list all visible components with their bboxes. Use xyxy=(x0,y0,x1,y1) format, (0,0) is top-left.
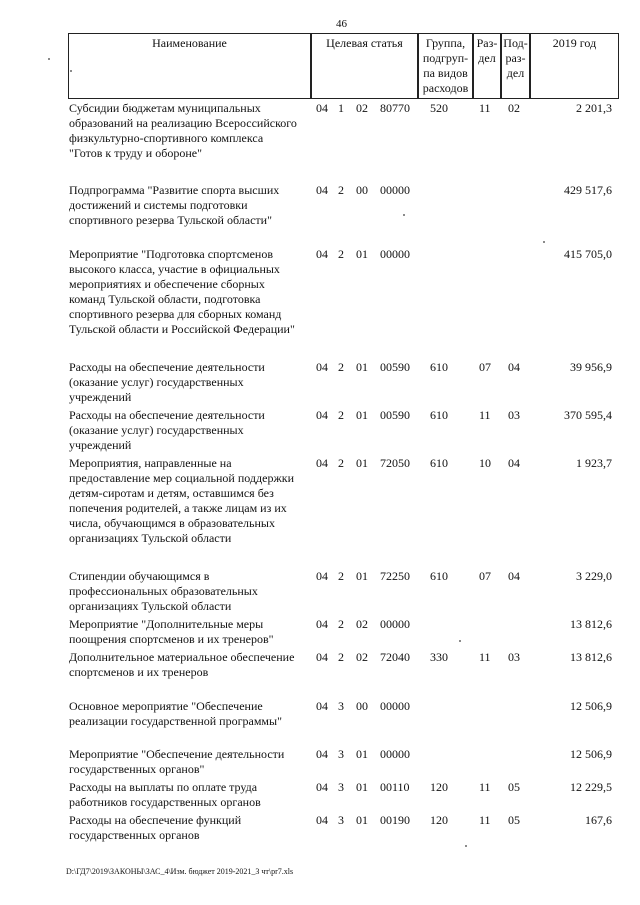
target-program-code: 04 xyxy=(316,747,328,761)
target-event-code: 01 xyxy=(356,747,368,761)
header-group-line: расходов xyxy=(422,81,469,95)
row-name-line: спортсменов и их тренеров xyxy=(69,665,209,679)
target-program-code: 04 xyxy=(316,780,328,794)
header-podrazdel-line: дел xyxy=(506,66,525,80)
target-program-code: 04 xyxy=(316,813,328,827)
header-razdel-line: дел xyxy=(478,51,496,65)
target-event-code: 00 xyxy=(356,183,368,197)
scan-speck xyxy=(403,214,405,216)
razdel-code: 11 xyxy=(479,780,491,794)
row-name-line: "Готов к труду и обороне" xyxy=(69,146,202,160)
row-name xyxy=(69,813,315,843)
row-name-line: Расходы на обеспечение функций xyxy=(69,813,242,827)
row-name-line: профессиональных образовательных xyxy=(69,584,258,598)
target-subprogram-code: 2 xyxy=(338,183,344,197)
amount-2019: 370 595,4 xyxy=(564,408,612,422)
target-event-code: 01 xyxy=(356,408,368,422)
target-subprogram-code: 2 xyxy=(338,650,344,664)
target-event-code: 01 xyxy=(356,780,368,794)
expense-group-code: 610 xyxy=(430,456,448,470)
amount-2019: 12 506,9 xyxy=(570,747,612,761)
row-name xyxy=(69,617,315,647)
row-name xyxy=(69,247,315,337)
amount-2019: 167,6 xyxy=(585,813,612,827)
target-direction-code: 72050 xyxy=(380,456,410,470)
header-name-label: Наименование xyxy=(152,36,227,50)
podrazdel-code: 03 xyxy=(508,650,520,664)
row-name-line: (оказание услуг) государственных xyxy=(69,375,244,389)
razdel-code: 10 xyxy=(479,456,491,470)
row-name-line: Тульской области и Российской Федерации" xyxy=(69,322,295,336)
row-name-line: спортивного резерва Тульской области" xyxy=(69,213,272,227)
razdel-code: 11 xyxy=(479,650,491,664)
target-direction-code: 00000 xyxy=(380,617,410,631)
target-event-code: 02 xyxy=(356,617,368,631)
row-name-line: попечения родителей, а также лицам из их xyxy=(69,501,287,515)
header-group xyxy=(418,33,473,99)
target-event-code: 01 xyxy=(356,813,368,827)
header-group-line: Группа, xyxy=(425,36,466,50)
header-podrazdel xyxy=(501,33,530,99)
target-program-code: 04 xyxy=(316,569,328,583)
target-direction-code: 00000 xyxy=(380,699,410,713)
row-name-line: мероприятиях и обеспечение сборных xyxy=(69,277,265,291)
target-program-code: 04 xyxy=(316,650,328,664)
row-name-line: учреждений xyxy=(69,390,132,404)
row-name xyxy=(69,456,315,546)
row-name xyxy=(69,408,315,453)
row-name-line: спортивного резерва для сборных команд xyxy=(69,307,282,321)
target-direction-code: 00000 xyxy=(380,247,410,261)
row-name xyxy=(69,101,315,161)
row-name xyxy=(69,569,315,614)
target-direction-code: 80770 xyxy=(380,101,410,115)
target-subprogram-code: 3 xyxy=(338,813,344,827)
row-name-line: Подпрограмма "Развитие спорта высших xyxy=(69,183,280,197)
expense-group-code: 120 xyxy=(430,780,448,794)
row-name xyxy=(69,747,315,777)
scan-speck xyxy=(459,640,461,642)
target-event-code: 01 xyxy=(356,456,368,470)
header-year-label: 2019 год xyxy=(552,36,597,50)
podrazdel-code: 05 xyxy=(508,780,520,794)
target-direction-code: 00190 xyxy=(380,813,410,827)
row-name-line: Расходы на выплаты по оплате труда xyxy=(69,780,258,794)
row-name-line: Расходы на обеспечение деятельности xyxy=(69,408,265,422)
podrazdel-code: 02 xyxy=(508,101,520,115)
amount-2019: 12 506,9 xyxy=(570,699,612,713)
expense-group-code: 610 xyxy=(430,408,448,422)
header-group-line: подгруп- xyxy=(422,51,469,65)
row-name-line: Мероприятие "Дополнительные меры xyxy=(69,617,264,631)
header-target-label: Целевая статья xyxy=(326,36,403,50)
amount-2019: 39 956,9 xyxy=(570,360,612,374)
row-name-line: реализации государственной программы" xyxy=(69,714,282,728)
row-name-line: предоставление мер социальной поддержки xyxy=(69,471,295,485)
razdel-code: 07 xyxy=(479,360,491,374)
header-razdel-line: Раз- xyxy=(476,36,498,50)
row-name-line: Дополнительное материальное обеспечение xyxy=(69,650,295,664)
target-subprogram-code: 1 xyxy=(338,101,344,115)
amount-2019: 3 229,0 xyxy=(576,569,612,583)
row-name-line: организациях Тульской области xyxy=(69,531,232,545)
scan-speck xyxy=(465,845,467,847)
target-program-code: 04 xyxy=(316,408,328,422)
target-event-code: 00 xyxy=(356,699,368,713)
row-name xyxy=(69,699,315,729)
row-name xyxy=(69,650,315,680)
target-program-code: 04 xyxy=(316,183,328,197)
amount-2019: 12 229,5 xyxy=(570,780,612,794)
podrazdel-code: 04 xyxy=(508,569,520,583)
row-name-line: Мероприятие "Обеспечение деятельности xyxy=(69,747,285,761)
target-direction-code: 72040 xyxy=(380,650,410,664)
target-subprogram-code: 3 xyxy=(338,747,344,761)
target-program-code: 04 xyxy=(316,617,328,631)
expense-group-code: 520 xyxy=(430,101,448,115)
row-name-line: детям-сиротам и детям, оставшимся без xyxy=(69,486,274,500)
row-name-line: высокого класса, участие в официальных xyxy=(69,262,280,276)
expense-group-code: 610 xyxy=(430,569,448,583)
target-direction-code: 00000 xyxy=(380,183,410,197)
header-podrazdel-line: раз- xyxy=(505,51,526,65)
header-year xyxy=(530,33,619,99)
row-name-line: Мероприятие "Подготовка спортсменов xyxy=(69,247,274,261)
file-path-footer: D:\ГД7\2019\ЗАКОНЫ\ЗАС_4\Изм. бюджет 2019-2021_3 чт\pr7.xls xyxy=(66,867,294,876)
podrazdel-code: 03 xyxy=(508,408,520,422)
row-name-line: Стипендии обучающимся в xyxy=(69,569,210,583)
target-subprogram-code: 3 xyxy=(338,699,344,713)
target-subprogram-code: 2 xyxy=(338,408,344,422)
target-event-code: 01 xyxy=(356,569,368,583)
scan-speck xyxy=(48,58,50,60)
podrazdel-code: 05 xyxy=(508,813,520,827)
target-program-code: 04 xyxy=(316,456,328,470)
header-podrazdel-line: Под- xyxy=(503,36,528,50)
target-direction-code: 00590 xyxy=(380,360,410,374)
header-name xyxy=(68,33,311,99)
page-number: 46 xyxy=(336,18,347,30)
row-name-line: достижений и системы подготовки xyxy=(69,198,248,212)
expense-group-code: 330 xyxy=(430,650,448,664)
target-program-code: 04 xyxy=(316,360,328,374)
row-name-line: поощрения спортсменов и их тренеров" xyxy=(69,632,274,646)
target-program-code: 04 xyxy=(316,101,328,115)
expense-group-code: 120 xyxy=(430,813,448,827)
amount-2019: 415 705,0 xyxy=(564,247,612,261)
row-name-line: Основное мероприятие "Обеспечение xyxy=(69,699,263,713)
razdel-code: 11 xyxy=(479,101,491,115)
header-group-line: па видов xyxy=(423,66,468,80)
podrazdel-code: 04 xyxy=(508,456,520,470)
target-direction-code: 72250 xyxy=(380,569,410,583)
target-program-code: 04 xyxy=(316,247,328,261)
razdel-code: 07 xyxy=(479,569,491,583)
razdel-code: 11 xyxy=(479,408,491,422)
target-direction-code: 00590 xyxy=(380,408,410,422)
row-name-line: государственных органов xyxy=(69,828,200,842)
amount-2019: 2 201,3 xyxy=(576,101,612,115)
target-program-code: 04 xyxy=(316,699,328,713)
row-name-line: (оказание услуг) государственных xyxy=(69,423,244,437)
target-subprogram-code: 3 xyxy=(338,780,344,794)
row-name xyxy=(69,183,315,228)
target-event-code: 02 xyxy=(356,650,368,664)
row-name-line: Мероприятия, направленные на xyxy=(69,456,232,470)
amount-2019: 429 517,6 xyxy=(564,183,612,197)
scan-speck xyxy=(70,70,72,72)
row-name-line: работников государственных органов xyxy=(69,795,261,809)
row-name-line: команд Тульской области, подготовка xyxy=(69,292,261,306)
row-name-line: организациях Тульской области xyxy=(69,599,232,613)
header-razdel xyxy=(473,33,501,99)
amount-2019: 13 812,6 xyxy=(570,617,612,631)
row-name-line: числа, обучающимся в образовательных xyxy=(69,516,275,530)
amount-2019: 13 812,6 xyxy=(570,650,612,664)
target-direction-code: 00000 xyxy=(380,747,410,761)
target-subprogram-code: 2 xyxy=(338,247,344,261)
row-name xyxy=(69,360,315,405)
razdel-code: 11 xyxy=(479,813,491,827)
target-subprogram-code: 2 xyxy=(338,569,344,583)
target-event-code: 01 xyxy=(356,247,368,261)
target-direction-code: 00110 xyxy=(380,780,410,794)
target-subprogram-code: 2 xyxy=(338,456,344,470)
podrazdel-code: 04 xyxy=(508,360,520,374)
amount-2019: 1 923,7 xyxy=(576,456,612,470)
row-name-line: учреждений xyxy=(69,438,132,452)
row-name-line: государственных органов" xyxy=(69,762,205,776)
row-name xyxy=(69,780,315,810)
scan-speck xyxy=(543,241,545,243)
row-name-line: Субсидии бюджетам муниципальных xyxy=(69,101,261,115)
header-target-article xyxy=(311,33,418,99)
target-subprogram-code: 2 xyxy=(338,617,344,631)
expense-group-code: 610 xyxy=(430,360,448,374)
row-name-line: физкультурно-спортивного комплекса xyxy=(69,131,264,145)
target-event-code: 01 xyxy=(356,360,368,374)
row-name-line: образований на реализацию Всероссийского xyxy=(69,116,297,130)
target-event-code: 02 xyxy=(356,101,368,115)
target-subprogram-code: 2 xyxy=(338,360,344,374)
row-name-line: Расходы на обеспечение деятельности xyxy=(69,360,265,374)
